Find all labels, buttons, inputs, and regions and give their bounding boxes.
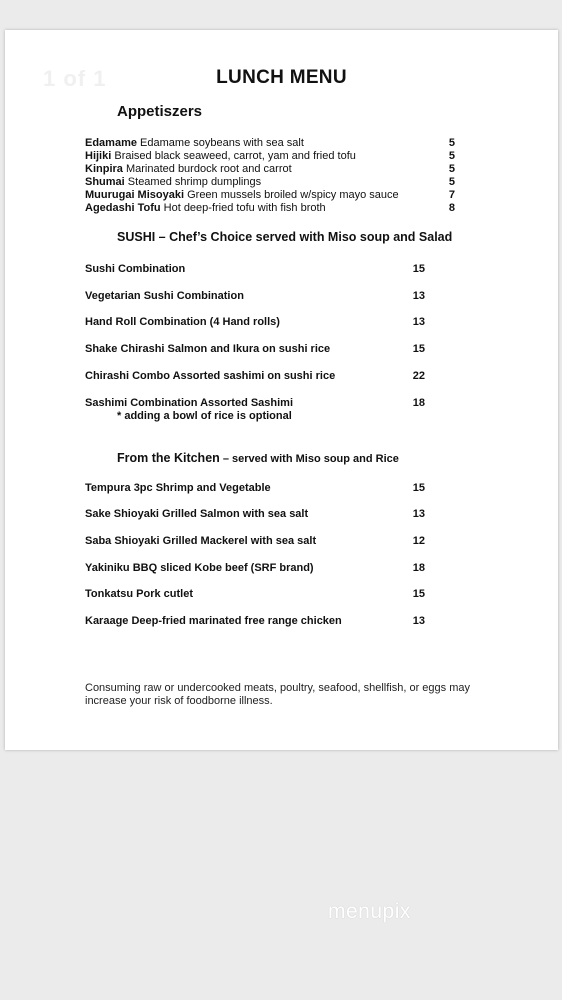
item-name: Tonkatsu Pork cutlet (85, 588, 193, 600)
item-price: 5 (448, 176, 455, 188)
item-description: Marinated burdock root and carrot (125, 163, 292, 175)
menu-item (85, 535, 425, 547)
item-name: Sashimi Combination Assorted Sashimi (85, 397, 294, 409)
item-price: 15 (412, 482, 425, 494)
item-name: Kinpira (85, 163, 123, 175)
item-name: Agedashi Tofu (85, 202, 161, 214)
food-safety-disclaimer: Consuming raw or undercooked meats, poultry, seafood, shellfish, or eggs may increase your risk of foodborne illness. (85, 682, 470, 707)
menu-item (85, 482, 425, 494)
item-price: 15 (412, 588, 425, 600)
menu-page (5, 30, 558, 750)
item-name: Vegetarian Sushi Combination (85, 290, 244, 302)
rice-note: * adding a bowl of rice is optional (117, 410, 292, 422)
item-price: 13 (412, 316, 425, 328)
item-price: 5 (448, 137, 455, 149)
item-name: Saba Shioyaki Grilled Mackerel with sea salt (85, 535, 317, 547)
item-name: Sake Shioyaki Grilled Salmon with sea salt (85, 508, 309, 520)
menu-item (85, 202, 455, 215)
item-price: 18 (412, 397, 425, 409)
page-number-ghost: 1 of 1 (43, 66, 107, 91)
kitchen-heading-sub: – served with Miso soup and Rice (219, 453, 399, 465)
item-description: Braised black seaweed, carrot, yam and fried tofu (114, 150, 356, 162)
menu-item (85, 150, 455, 163)
menu-item (85, 137, 455, 150)
item-price: 15 (412, 263, 425, 275)
menu-item (85, 588, 425, 600)
menu-item (85, 316, 425, 328)
menupix-watermark: menupix (328, 900, 411, 923)
item-price: 7 (448, 189, 455, 201)
item-description: Green mussels broiled w/spicy mayo sauce (187, 189, 399, 201)
item-name: Karaage Deep-fried marinated free range chicken (85, 615, 342, 627)
menu-item (85, 263, 425, 275)
item-name: Muurugai Misoyaki (85, 189, 185, 201)
kitchen-heading (117, 451, 399, 465)
item-name: Hand Roll Combination (4 Hand rolls) (85, 316, 280, 328)
item-name: Sushi Combination (85, 263, 186, 275)
menu-item (85, 290, 425, 302)
menu-item (85, 370, 425, 382)
item-name: Shumai (85, 176, 125, 188)
item-description: Edamame soybeans with sea salt (140, 137, 304, 149)
item-description: Hot deep-fried tofu with fish broth (163, 202, 326, 214)
item-price: 22 (412, 370, 425, 382)
menu-item (85, 615, 425, 627)
menu-item (85, 508, 425, 520)
appetizers-heading: Appetiszers (117, 103, 203, 120)
menu-item (85, 397, 425, 409)
item-name: Edamame (85, 137, 137, 149)
menu-item (85, 343, 425, 355)
item-price: 8 (448, 202, 455, 214)
item-price: 13 (412, 508, 425, 520)
item-price: 15 (412, 343, 425, 355)
menu-item (85, 562, 425, 574)
item-name: Shake Chirashi Salmon and Ikura on sushi rice (85, 343, 331, 355)
menu-item (85, 189, 455, 202)
item-name: Chirashi Combo Assorted sashimi on sushi rice (85, 370, 336, 382)
item-price: 5 (448, 163, 455, 175)
menu-item (85, 176, 455, 189)
page-title: LUNCH MENU (216, 67, 347, 88)
item-price: 5 (448, 150, 455, 162)
item-description: Steamed shrimp dumplings (127, 176, 262, 188)
item-price: 18 (412, 562, 425, 574)
sushi-heading: SUSHI – Chef’s Choice served with Miso soup and Salad (117, 230, 453, 244)
item-name: Yakiniku BBQ sliced Kobe beef (SRF brand) (85, 562, 314, 574)
item-price: 13 (412, 290, 425, 302)
item-name: Tempura 3pc Shrimp and Vegetable (85, 482, 271, 494)
item-price: 13 (412, 615, 425, 627)
kitchen-heading-main: From the Kitchen (117, 451, 220, 465)
item-name: Hijiki (85, 150, 112, 162)
item-price: 12 (412, 535, 425, 547)
menu-item (85, 163, 455, 176)
